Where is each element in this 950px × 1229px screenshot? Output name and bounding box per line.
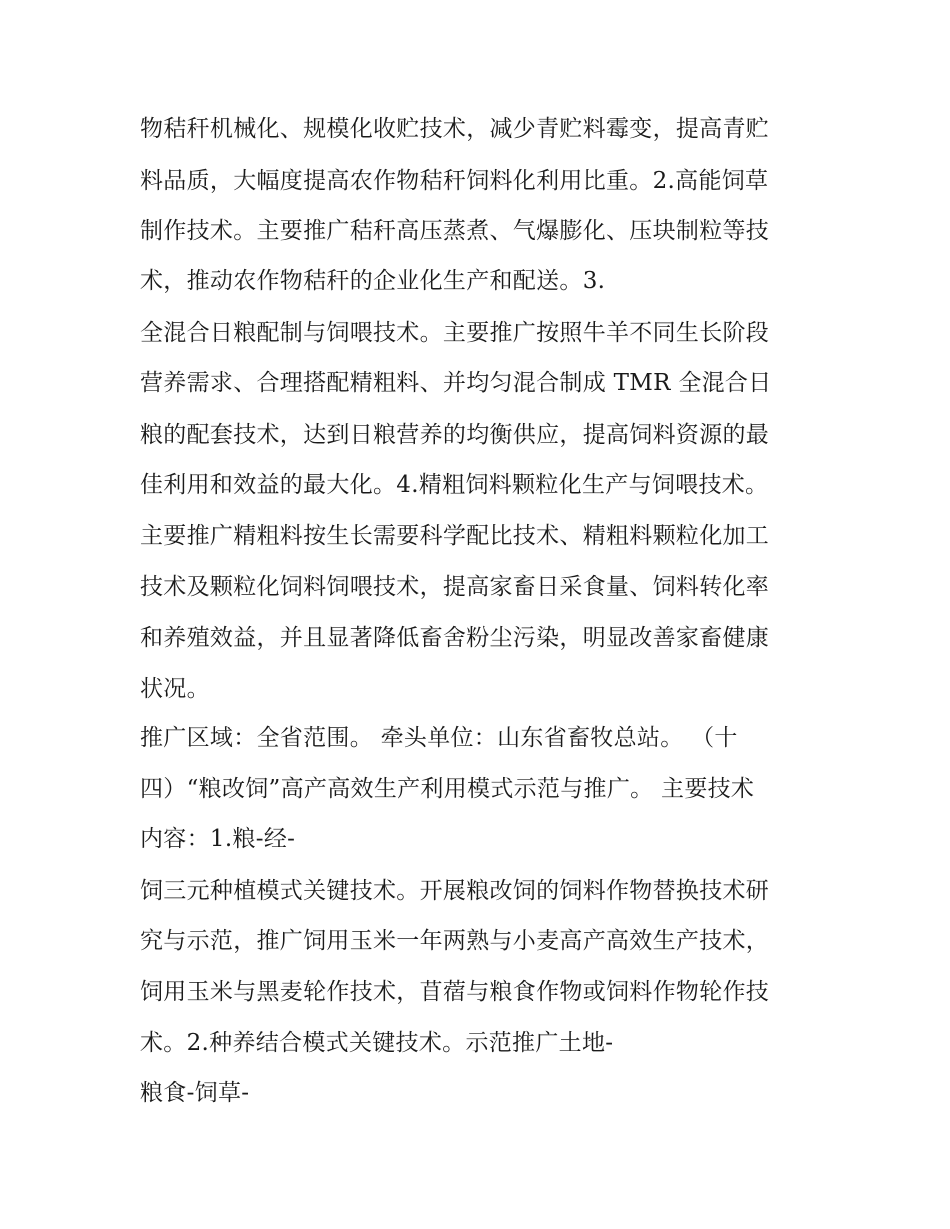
text-line: 饲用玉米与黑麦轮作技术，苜蓿与粮食作物或饲料作物轮作技 <box>140 979 770 1005</box>
text-line: 料品质，大幅度提高农作物秸秆饲料化利用比重。2.高能饲草 <box>140 168 769 194</box>
text-line: 技术及颗粒化饲料饲喂技术，提高家畜日采食量、饲料转化率 <box>140 574 770 600</box>
text-line: 内容：1.粮-经- <box>140 826 296 852</box>
text-line: 物秸秆机械化、规模化收贮技术，减少青贮料霉变，提高青贮 <box>140 116 770 142</box>
text-line: 粮的配套技术，达到日粮营养的均衡供应，提高饲料资源的最 <box>140 422 770 448</box>
text-line: 营养需求、合理搭配精粗料、并均匀混合制成 TMR 全混合日 <box>140 370 772 396</box>
text-line: 粮食-饲草- <box>140 1080 250 1106</box>
text-line: 推广区域：全省范围。 牵头单位：山东省畜牧总站。 （十 <box>140 725 738 751</box>
text-line: 四）“粮改饲”高产高效生产利用模式示范与推广。 主要技术 <box>140 776 755 802</box>
text-line: 术。2.种养结合模式关键技术。示范推广土地- <box>140 1030 614 1056</box>
text-line: 制作技术。主要推广秸秆高压蒸煮、气爆膨化、压块制粒等技 <box>140 218 770 244</box>
text-line: 全混合日粮配制与饲喂技术。主要推广按照牛羊不同生长阶段 <box>140 320 770 346</box>
text-line: 佳利用和效益的最大化。4.精粗饲料颗粒化生产与饲喂技术。 <box>140 472 769 498</box>
text-line: 饲三元种植模式关键技术。开展粮改饲的饲料作物替换技术研 <box>140 878 770 904</box>
text-line: 状况。 <box>140 676 210 702</box>
text-line: 和养殖效益，并且显著降低畜舍粉尘污染，明显改善家畜健康 <box>140 625 770 651</box>
text-line: 主要推广精粗料按生长需要科学配比技术、精粗料颗粒化加工 <box>140 523 770 549</box>
text-line: 术，推动农作物秸秆的企业化生产和配送。3. <box>140 268 606 294</box>
text-line: 究与示范，推广饲用玉米一年两熟与小麦高产高效生产技术， <box>140 928 770 954</box>
